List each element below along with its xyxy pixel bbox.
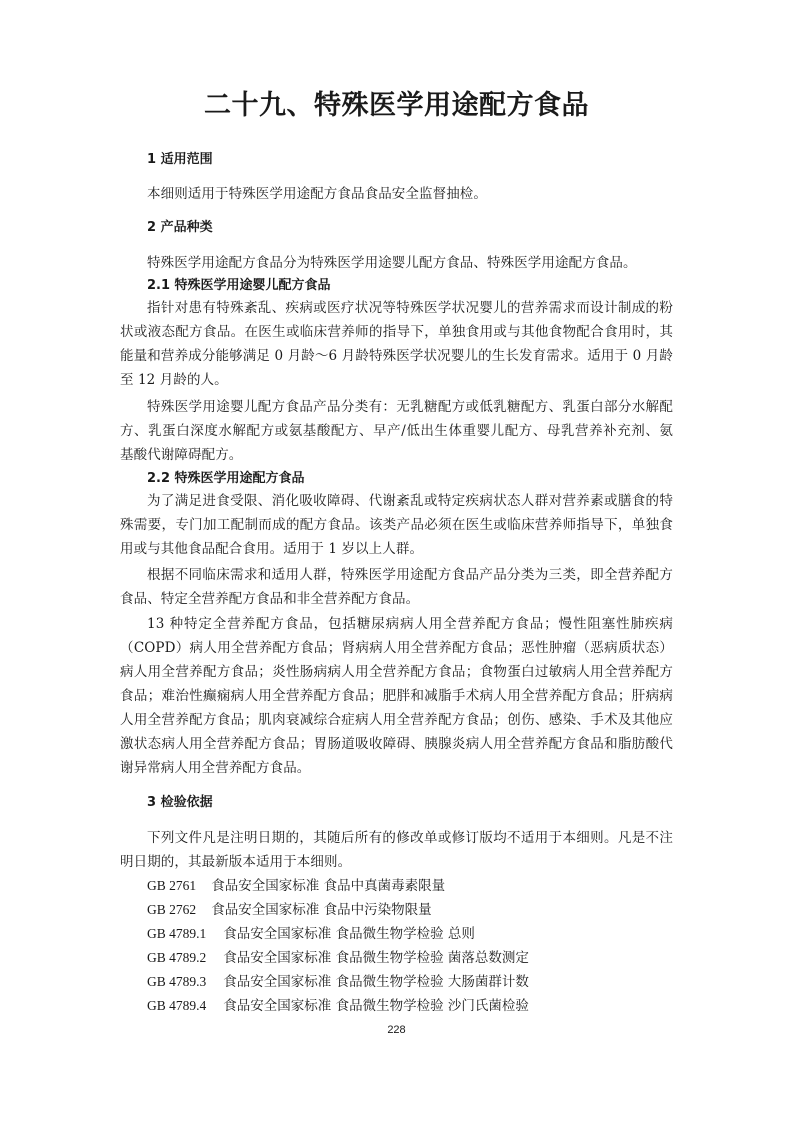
reference-item: [147, 996, 529, 1016]
reference-item: [147, 972, 529, 992]
section-2-2-p3-line: 食品；难治性癫痫病人用全营养配方食品；肥胖和减脂手术病人用全营养配方食品；肝病病: [120, 688, 673, 704]
reference-code: GB 4789.4: [147, 998, 207, 1013]
reference-name: 食品安全国家标准 食品中真菌毒素限量: [211, 878, 446, 894]
section-2-heading: 2 产品种类: [147, 220, 213, 235]
reference-code: GB 2762: [147, 902, 197, 917]
reference-name: 食品安全国家标准 食品微生物学检验 菌落总数测定: [223, 950, 529, 966]
section-1-paragraph: 本细则适用于特殊医学用途配方食品食品安全监督抽检。: [147, 186, 487, 202]
section-1-heading: 1 适用范围: [147, 152, 213, 167]
reference-item: [147, 876, 445, 896]
reference-code: GB 2761: [147, 878, 197, 893]
section-2-2-heading: 2.2 特殊医学用途配方食品: [147, 471, 305, 486]
reference-item: [147, 948, 529, 968]
section-3-heading: 3 检验依据: [147, 795, 213, 810]
section-2-2-p3-line: 13 种特定全营养配方食品，包括糖尿病病人用全营养配方食品；慢性阻塞性肺疾病: [147, 616, 673, 632]
section-2-1-p2-line: 基酸代谢障碍配方。: [120, 447, 243, 463]
section-2-2-p3-line: 激状态病人用全营养配方食品；胃肠道吸收障碍、胰腺炎病人用全营养配方食品和脂肪酸代: [120, 736, 673, 752]
section-2-1-p1-line: 能量和营养成分能够满足 0 月龄～6 月龄特殊医学状况婴儿的生长发育需求。适用于 0 月龄: [120, 348, 673, 364]
section-2-1-heading: 2.1 特殊医学用途婴儿配方食品: [147, 278, 331, 293]
section-3-paragraph-line: 明日期的，其最新版本适用于本细则。: [120, 854, 352, 870]
section-2-2-p1-line: 用或与其他食品配合食用。适用于 1 岁以上人群。: [120, 541, 424, 557]
section-2-2-p1-line: 为了满足进食受限、消化吸收障碍、代谢紊乱或特定疾病状态人群对营养素或膳食的特: [147, 493, 673, 509]
reference-name: 食品安全国家标准 食品微生物学检验 沙门氏菌检验: [223, 998, 529, 1014]
page-number: 228: [387, 1024, 406, 1036]
reference-name: 食品安全国家标准 食品微生物学检验 总则: [223, 926, 475, 942]
section-2-2-p2-line: 根据不同临床需求和适用人群，特殊医学用途配方食品产品分类为三类，即全营养配方: [147, 567, 673, 583]
reference-code: GB 4789.3: [147, 974, 207, 989]
section-2-2-p3-line: 人用全营养配方食品；肌肉衰减综合症病人用全营养配方食品；创伤、感染、手术及其他应: [120, 712, 673, 728]
section-2-2-p2-line: 食品、特定全营养配方食品和非全营养配方食品。: [120, 591, 420, 607]
section-2-2-p1-line: 殊需要，专门加工配制而成的配方食品。该类产品必须在医生或临床营养师指导下，单独食: [120, 517, 673, 533]
section-2-1-p2-line: 特殊医学用途婴儿配方食品产品分类有：无乳糖配方或低乳糖配方、乳蛋白部分水解配: [147, 399, 673, 415]
section-2-paragraph: 特殊医学用途配方食品分为特殊医学用途婴儿配方食品、特殊医学用途配方食品。: [147, 255, 637, 271]
section-2-1-p2-line: 方、乳蛋白深度水解配方或氨基酸配方、早产/低出生体重婴儿配方、母乳营养补充剂、氨: [120, 423, 673, 439]
page-title: 二十九、特殊医学用途配方食品: [204, 90, 589, 121]
section-2-2-p3-line: 病人用全营养配方食品；炎性肠病病人用全营养配方食品；食物蛋白过敏病人用全营养配方: [120, 664, 673, 680]
section-2-1-p1-line: 至 12 月龄的人。: [120, 372, 228, 388]
section-2-1-p1-line: 指针对患有特殊紊乱、疾病或医疗状况等特殊医学状况婴儿的营养需求而设计制成的粉: [147, 300, 673, 316]
reference-name: 食品安全国家标准 食品中污染物限量: [211, 902, 432, 918]
section-2-2-p3-line: 谢异常病人用全营养配方食品。: [120, 760, 311, 776]
reference-name: 食品安全国家标准 食品微生物学检验 大肠菌群计数: [223, 974, 529, 990]
section-2-2-p3-line: （COPD）病人用全营养配方食品；肾病病人用全营养配方食品；恶性肿瘤（恶病质状态）: [120, 640, 673, 656]
section-3-paragraph-line: 下列文件凡是注明日期的，其随后所有的修改单或修订版均不适用于本细则。凡是不注: [147, 830, 673, 846]
reference-item: [147, 924, 475, 944]
section-2-1-p1-line: 状或液态配方食品。在医生或临床营养师的指导下，单独食用或与其他食物配合食用时，其: [120, 324, 673, 340]
reference-code: GB 4789.2: [147, 950, 207, 965]
reference-item: [147, 900, 432, 920]
reference-code: GB 4789.1: [147, 926, 207, 941]
